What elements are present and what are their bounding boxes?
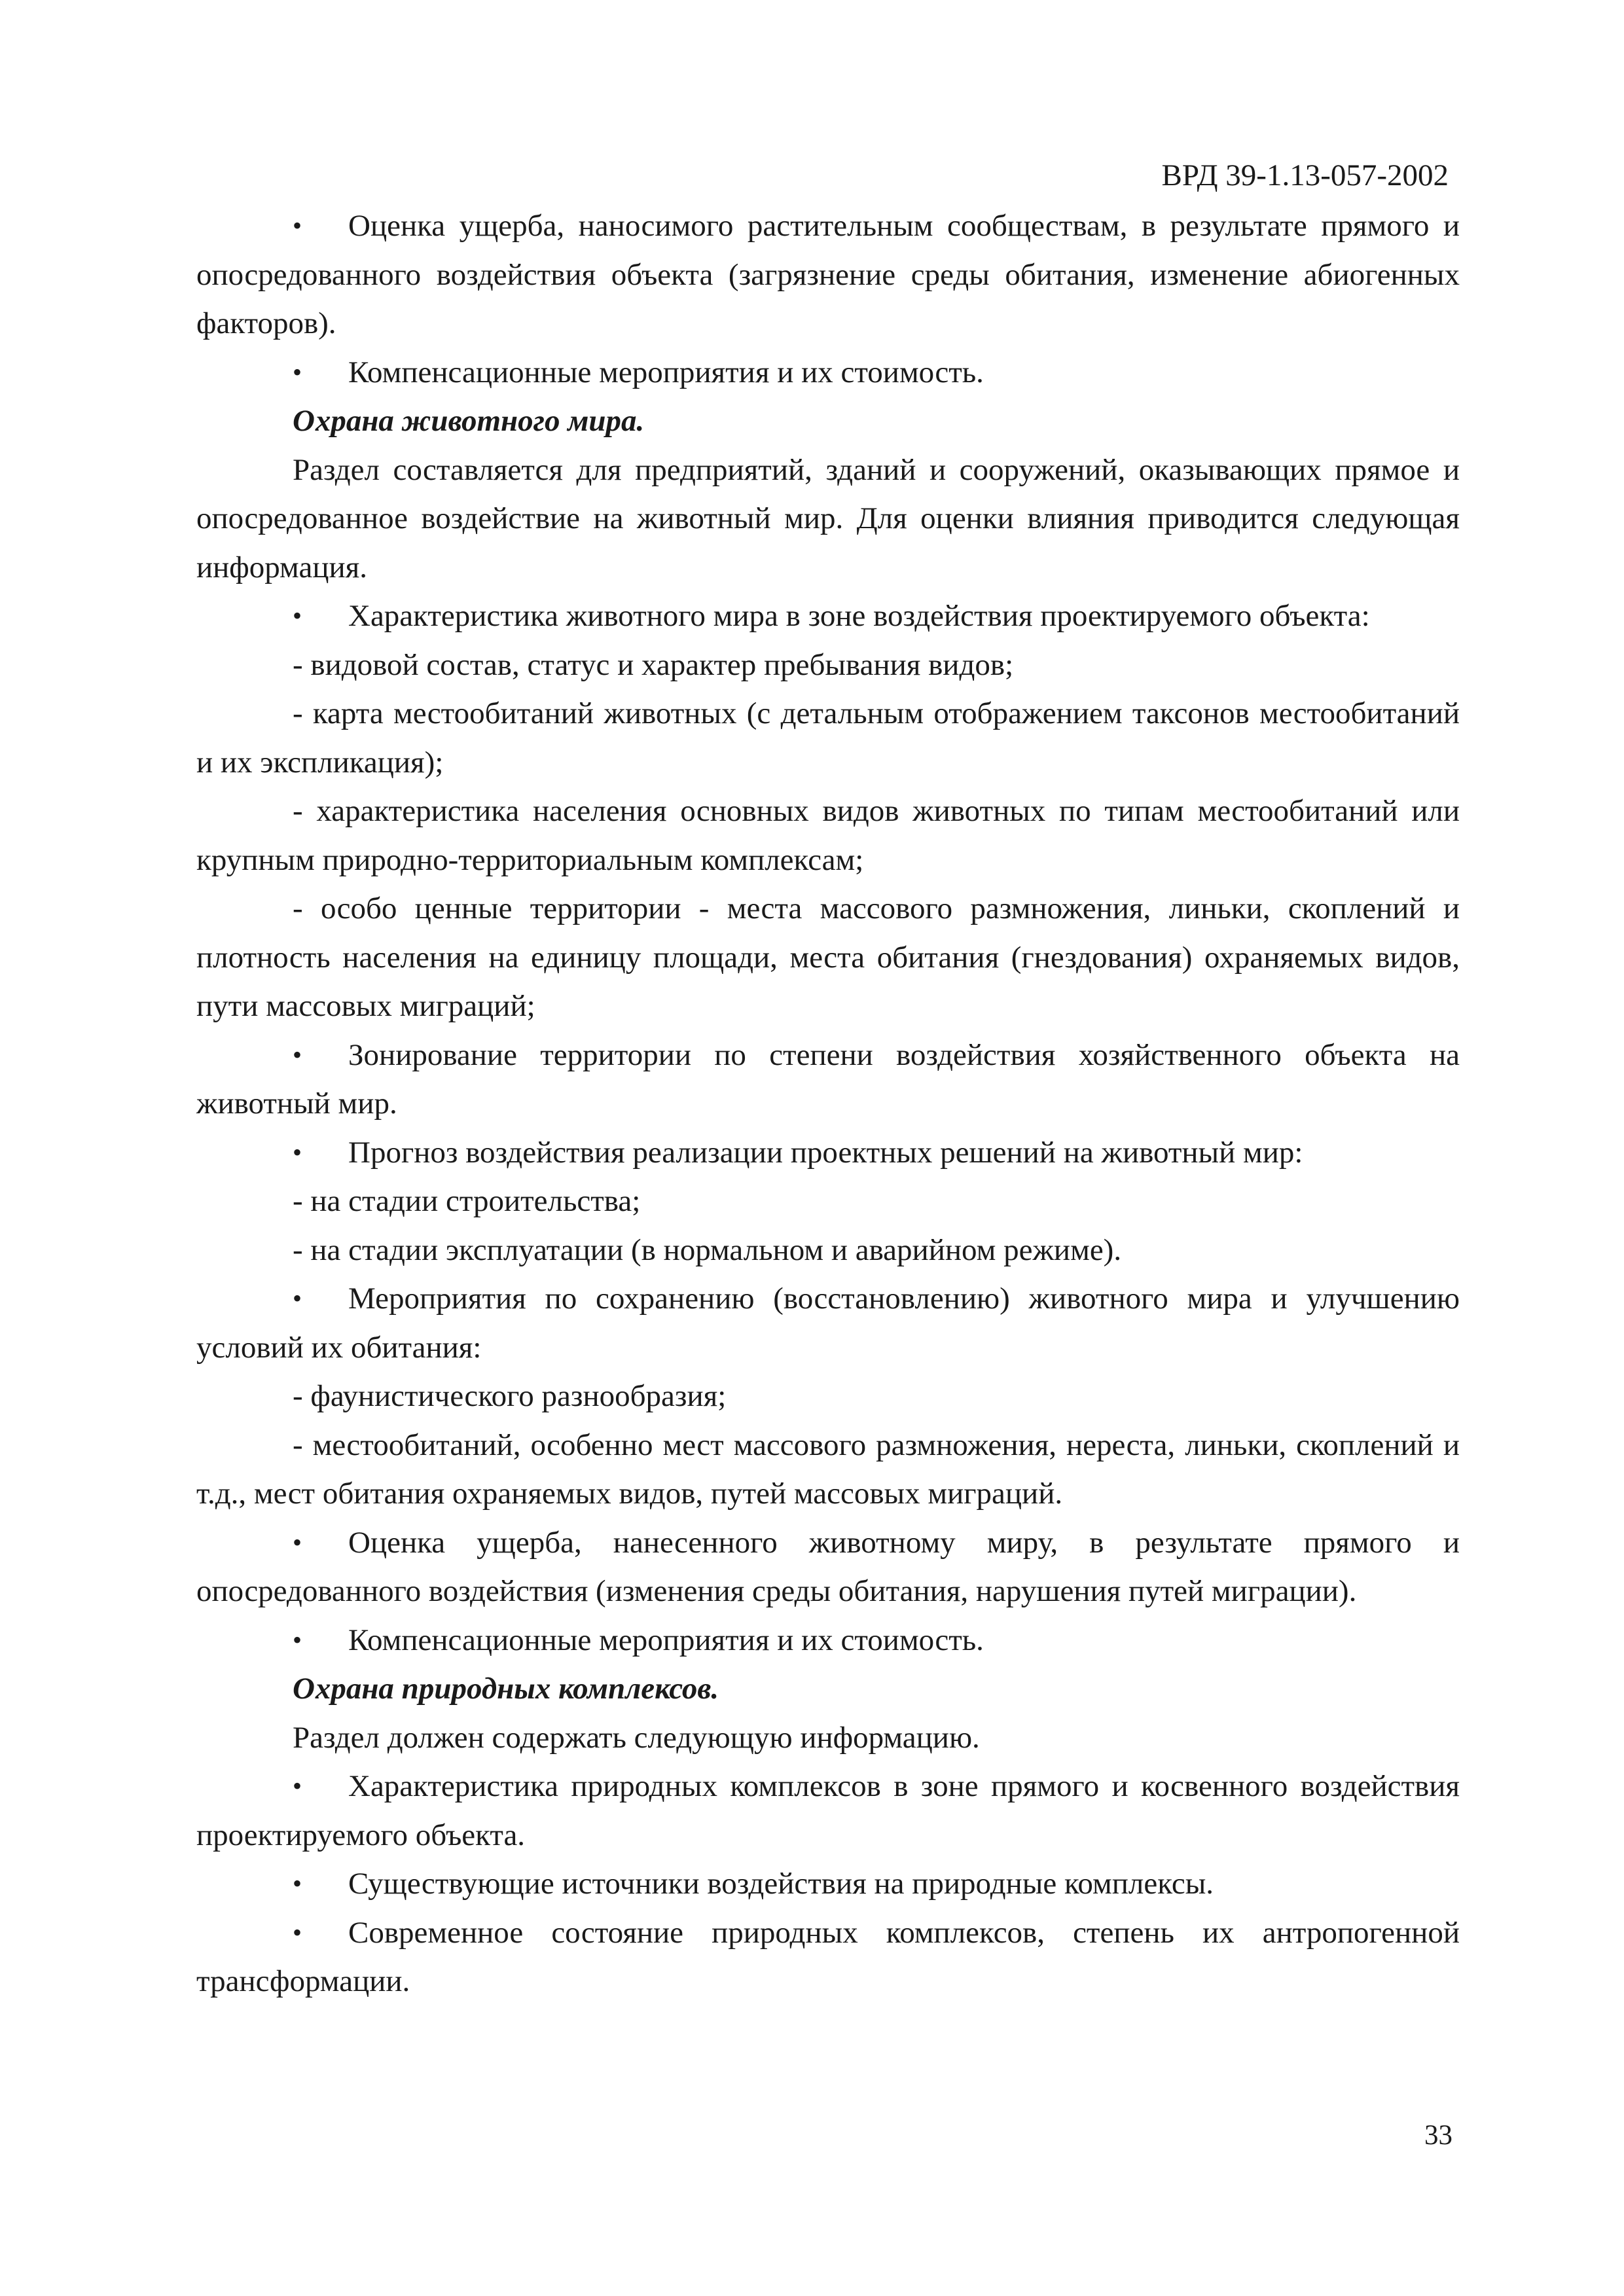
bullet-icon: • (293, 1771, 302, 1801)
bullet-item-current-state (196, 1909, 1460, 2006)
bullet-item-damage-fauna (196, 1518, 1460, 1616)
bullet-text: Оценка ущерба, наносимого растительным сообществам, в результате прямого и опосредованного воздействия объекта (загрязнение среды обитания, изменение абиогенных факторов). (196, 209, 1460, 340)
bullet-icon: • (293, 1917, 302, 1947)
bullet-item-forecast (196, 1128, 1460, 1177)
dash-item-construction: - на стадии строительства; (293, 1184, 641, 1218)
paragraph-natural-complexes-intro: Раздел должен содержать следующую информацию. (293, 1720, 980, 1755)
bullet-icon: • (293, 211, 302, 240)
bullet-item-complexes-characteristic (196, 1762, 1460, 1859)
dash-item-habitats: - местообитаний, особенно мест массового размножения, нереста, линьки, скоплений и т.д., мест обитания охраняемых видов, путей массовых миграций. (196, 1427, 1460, 1511)
bullet-icon: • (293, 1869, 302, 1898)
bullet-icon: • (293, 1137, 302, 1167)
dash-item-species: - видовой состав, статус и характер пребывания видов; (293, 647, 1014, 682)
section-heading-fauna: Охрана животного мира. (293, 404, 645, 438)
bullet-text: Характеристика природных комплексов в зоне прямого и косвенного воздействия проектируемого объекта. (196, 1769, 1460, 1852)
bullet-text: Характеристика животного мира в зоне воздействия проектируемого объекта: (348, 599, 1370, 633)
dash-item-population: - характеристика населения основных видов животных по типам местообитаний или крупным природно-территориальным комплексам; (196, 794, 1460, 877)
bullet-icon: • (293, 1527, 302, 1557)
bullet-text: Оценка ущерба, нанесенного животному миру, в результате прямого и опосредованного воздействия (изменения среды обитания, нарушения путей миграции). (196, 1525, 1460, 1608)
dash-item-faunal-diversity: - фаунистического разнообразия; (293, 1379, 727, 1413)
bullet-icon: • (293, 1039, 302, 1069)
bullet-text: Современное состояние природных комплексов, степень их антропогенной трансформации. (196, 1915, 1460, 1998)
document-code-header: ВРД 39-1.13-057-2002 (1161, 158, 1449, 192)
paragraph-fauna-intro: Раздел составляется для предприятий, зданий и сооружений, оказывающих прямое и опосредованное воздействие на животный мир. Для оценки влияния приводится следующая информация. (196, 452, 1460, 584)
bullet-text: Компенсационные мероприятия и их стоимость. (348, 355, 984, 389)
bullet-text: Зонирование территории по степени воздействия хозяйственного объекта на животный мир. (196, 1037, 1460, 1121)
dash-item-valuable-territories: - особо ценные территории - места массового размножения, линьки, скоплений и плотность населения на единицу площади, места обитания (гнездования) охраняемых видов, пути массовых миграций; (196, 891, 1460, 1023)
page-body (196, 202, 1460, 2006)
bullet-item-fauna-characteristic (196, 592, 1460, 641)
bullet-icon: • (293, 1283, 302, 1313)
bullet-icon: • (293, 601, 302, 630)
section-heading-natural-complexes: Охрана природных комплексов. (293, 1672, 719, 1706)
bullet-item-damage-plants (196, 202, 1460, 348)
bullet-icon: • (293, 357, 302, 387)
bullet-text: Прогноз воздействия реализации проектных решений на животный мир: (348, 1135, 1303, 1170)
bullet-text: Компенсационные мероприятия и их стоимость. (348, 1623, 984, 1657)
bullet-text: Существующие источники воздействия на природные комплексы. (348, 1867, 1214, 1901)
bullet-item-compensation-1 (196, 348, 1460, 397)
dash-item-operation: - на стадии эксплуатации (в нормальном и аварийном режиме). (293, 1232, 1122, 1267)
bullet-item-conservation-measures (196, 1274, 1460, 1372)
page-number: 33 (1424, 2120, 1453, 2151)
bullet-item-impact-sources (196, 1859, 1460, 1909)
bullet-icon: • (293, 1624, 302, 1655)
dash-item-habitat-map: - карта местообитаний животных (с детальным отображением таксонов местообитаний и их экспликация); (196, 696, 1460, 780)
bullet-item-compensation-2 (196, 1616, 1460, 1665)
bullet-item-zoning (196, 1031, 1460, 1128)
bullet-text: Мероприятия по сохранению (восстановлению) животного мира и улучшению условий их обитания: (196, 1282, 1460, 1365)
